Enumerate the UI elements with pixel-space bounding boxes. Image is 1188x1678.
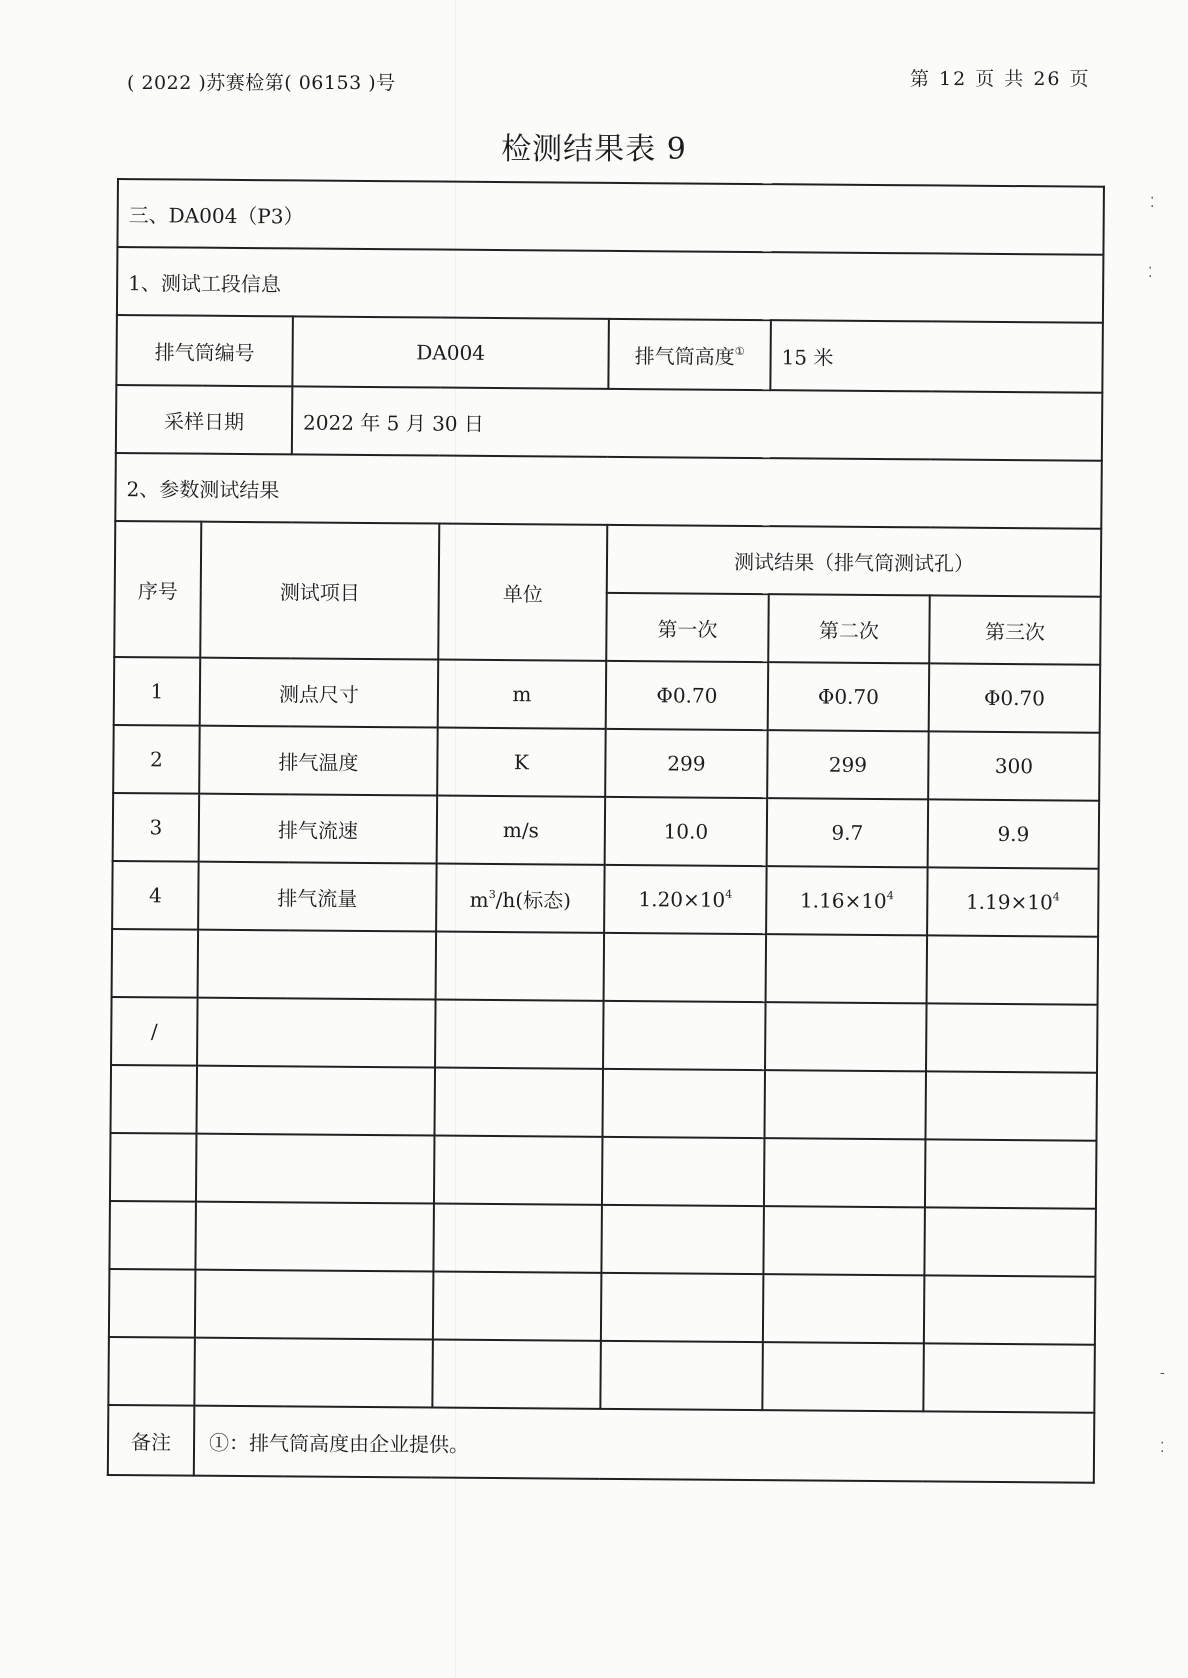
- row-run3: Φ0.70: [929, 663, 1101, 732]
- col-header-run1: 第一次: [606, 593, 769, 662]
- results-table: [107, 178, 1105, 1484]
- row-run2: 299: [767, 730, 929, 799]
- row-run2: Φ0.70: [768, 662, 930, 731]
- empty-row: [109, 1201, 1096, 1277]
- row-run2-cell: [766, 866, 928, 935]
- row-item: 测点尺寸: [200, 658, 439, 728]
- part1-heading-row: [117, 247, 1104, 323]
- scan-speck: ⁚: [1160, 1440, 1165, 1456]
- run3-mantissa: 1.19×10: [965, 889, 1053, 915]
- column-header-row-1: [115, 521, 1102, 597]
- remarks-row: [108, 1405, 1095, 1483]
- stack-height-value: 15 米: [770, 320, 1103, 393]
- stack-info-row: [116, 315, 1103, 393]
- row-run3: 9.9: [928, 799, 1100, 868]
- row-unit-cell: [436, 864, 605, 933]
- empty-row: [112, 929, 1099, 1005]
- row-run3: 300: [928, 731, 1100, 800]
- unit-rest: /h(标态): [495, 887, 572, 913]
- run1-mantissa: 1.20×10: [638, 887, 726, 912]
- stack-height-label-cell: [608, 319, 771, 390]
- section-row: [117, 179, 1104, 255]
- empty-row: [109, 1269, 1096, 1345]
- empty-row: [108, 1337, 1095, 1413]
- run2-mantissa: 1.16×10: [799, 888, 887, 914]
- row-seq: 2: [113, 725, 200, 794]
- table-title: 检测结果表 9: [501, 132, 687, 167]
- row-unit: m: [438, 660, 607, 729]
- section-title: 三、DA004（P3）: [117, 179, 1104, 255]
- part1-heading: 1、测试工段信息: [117, 247, 1104, 323]
- remarks-label: 备注: [108, 1405, 195, 1476]
- part2-heading: 2、参数测试结果: [115, 453, 1102, 529]
- scan-speck: ⁚: [1148, 265, 1153, 281]
- stack-height-label: 排气筒高度: [634, 343, 735, 369]
- row-run1: Φ0.70: [606, 661, 769, 730]
- table-row: [113, 725, 1100, 801]
- sample-date-row: [116, 385, 1103, 461]
- row-seq: 3: [113, 793, 200, 862]
- row-item: 排气流量: [198, 862, 437, 932]
- row-unit: K: [437, 728, 606, 797]
- table-row: [113, 793, 1100, 869]
- row-item: 排气流速: [199, 794, 438, 864]
- page-indicator: 第 12 页 共 26 页: [910, 68, 1091, 90]
- row-run1-cell: [604, 865, 767, 934]
- remarks-text: ①：排气筒高度由企业提供。: [194, 1406, 1095, 1483]
- table-row-flow: [112, 861, 1099, 937]
- row-item: 排气温度: [199, 726, 438, 796]
- col-header-result-group: 测试结果（排气筒测试孔）: [607, 525, 1102, 597]
- row-seq: 4: [112, 861, 199, 930]
- col-header-unit: 单位: [438, 524, 607, 661]
- col-header-item: 测试项目: [200, 522, 439, 660]
- row-run3-cell: [927, 867, 1099, 936]
- sample-date-label: 采样日期: [116, 385, 293, 454]
- row-seq: 1: [114, 657, 201, 726]
- stack-height-footnote-mark: ①: [734, 344, 745, 358]
- run3-exponent: 4: [1052, 890, 1060, 904]
- unit-base: m: [469, 887, 489, 912]
- empty-row: [110, 1065, 1097, 1141]
- run1-exponent: 4: [725, 887, 733, 901]
- stack-no-label: 排气筒编号: [116, 315, 293, 386]
- run2-exponent: 4: [886, 889, 894, 903]
- report-number: ( 2022 )苏赛检第( 06153 )号: [127, 72, 396, 94]
- row-unit: m/s: [437, 796, 606, 865]
- row-run1: 299: [605, 729, 768, 798]
- empty-row: [111, 997, 1098, 1073]
- col-header-run2: 第二次: [768, 594, 930, 663]
- stack-no-value: DA004: [292, 316, 609, 388]
- scan-speck: ⁚: [1150, 195, 1155, 211]
- col-header-run3: 第三次: [929, 595, 1101, 664]
- empty-row: [110, 1133, 1097, 1209]
- table-row: [114, 657, 1101, 733]
- scan-speck: -: [1160, 1365, 1165, 1381]
- unit-exponent: 3: [488, 887, 496, 901]
- empty-slash-mark: /: [111, 997, 198, 1066]
- row-run2: 9.7: [767, 798, 929, 867]
- sample-date-value: 2022 年 5 月 30 日: [292, 386, 1103, 460]
- part2-heading-row: [115, 453, 1102, 529]
- col-header-seq: 序号: [114, 521, 201, 658]
- row-run1: 10.0: [605, 797, 768, 866]
